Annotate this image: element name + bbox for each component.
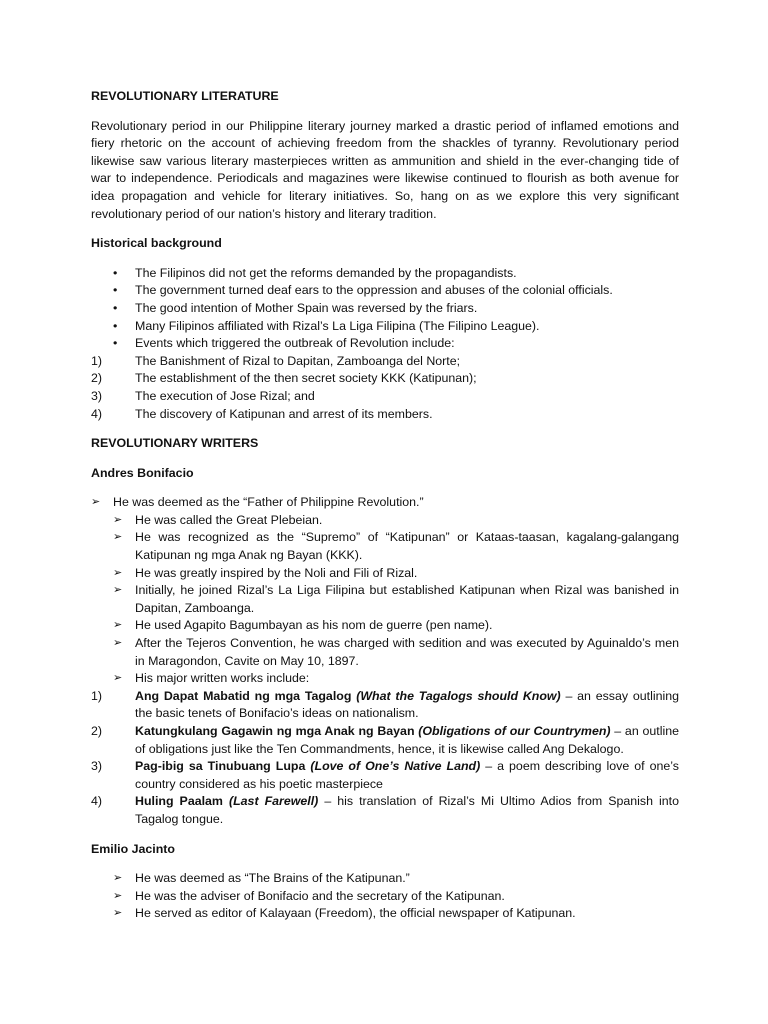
list-item: 2) Katungkulang Gagawin ng mga Anak ng Bayan (Obligations of our Countrymen) – an outline of obligations just like the Ten Commandments, hence, it is likewise called Ang Dekalogo. bbox=[91, 724, 679, 756]
list-item: ➢ Initially, he joined Rizal’s La Liga Filipina but established Katipunan when Rizal was banished in Dapitan, Zamboanga. bbox=[113, 583, 679, 615]
arrow-bullet-icon: ➢ bbox=[91, 496, 101, 509]
list-item: ➢ He served as editor of Kalayaan (Freedom), the official newspaper of Katipunan. bbox=[91, 905, 679, 923]
list-item: 3) The execution of Jose Rizal; and bbox=[91, 388, 315, 403]
bullet-icon: • bbox=[113, 336, 118, 351]
list-item: • Events which triggered the outbreak of Revolution include: bbox=[91, 335, 679, 353]
arrow-bullet-icon: ➢ bbox=[113, 889, 123, 902]
bonifacio-list bbox=[91, 494, 679, 688]
intro-paragraph: Revolutionary period in our Philippine literary journey marked a drastic period of inflamed emotions and fiery rhetoric on the account of achieving freedom from the shackles of tyranny. Revolutionary period likewise saw various literary masterpieces written as ammunition and shield in the ever-changing tide of war to independence. Periodicals and magazines were likewise continued to flourish as both avenue for idea propagation and vehicle for literary initiatives. So, hang on as we explore this very significant revolutionary period of our nation’s history and literary tradition. bbox=[91, 118, 679, 221]
arrow-bullet-icon: ➢ bbox=[113, 907, 123, 920]
bullet-icon: • bbox=[113, 318, 118, 333]
historical-heading: Historical background bbox=[91, 236, 222, 251]
bullet-icon: • bbox=[113, 265, 118, 280]
jacinto-heading: Emilio Jacinto bbox=[91, 841, 175, 856]
list-item: 2) The establishment of the then secret society KKK (Katipunan); bbox=[91, 371, 477, 386]
jacinto-list bbox=[91, 870, 679, 923]
list-item: 1) The Banishment of Rizal to Dapitan, Zamboanga del Norte; bbox=[91, 353, 461, 368]
arrow-bullet-icon: ➢ bbox=[113, 637, 123, 650]
list-item: ➢ He was greatly inspired by the Noli and Fili of Rizal. bbox=[91, 565, 679, 583]
list-item: ➢ He was deemed as “The Brains of the Katipunan.” bbox=[91, 870, 679, 888]
list-item: • Many Filipinos affiliated with Rizal’s La Liga Filipina (The Filipino League). bbox=[91, 318, 679, 336]
writers-heading: REVOLUTIONARY WRITERS bbox=[91, 436, 259, 451]
events-list bbox=[91, 353, 679, 423]
arrow-bullet-icon: ➢ bbox=[113, 566, 123, 579]
bullet-icon: • bbox=[113, 283, 118, 298]
arrow-bullet-icon: ➢ bbox=[113, 584, 123, 597]
list-item: ➢ He was called the Great Plebeian. bbox=[91, 512, 679, 530]
list-item: ➢ He was the adviser of Bonifacio and the secretary of the Katipunan. bbox=[91, 888, 679, 906]
list-item: 4) The discovery of Katipunan and arrest of its members. bbox=[91, 406, 433, 421]
bonifacio-works-list bbox=[91, 688, 679, 829]
bonifacio-heading: Andres Bonifacio bbox=[91, 465, 194, 480]
document-page bbox=[91, 88, 679, 923]
list-item: ➢ He was deemed as the “Father of Philippine Revolution.” bbox=[91, 494, 679, 512]
list-item: ➢ He was recognized as the “Supremo” of “Katipunan” or Kataas-taasan, kagalang-galangang Katipunan ng mga Anak ng Bayan (KKK). bbox=[113, 530, 679, 563]
list-item: ➢ After the Tejeros Convention, he was charged with sedition and was executed by Aguinaldo’s men in Maragondon, Cavite on May 10, 1897. bbox=[113, 636, 679, 668]
arrow-bullet-icon: ➢ bbox=[113, 872, 123, 885]
bullet-icon: • bbox=[113, 300, 118, 315]
list-item: • The good intention of Mother Spain was reversed by the friars. bbox=[91, 300, 679, 318]
page-title: REVOLUTIONARY LITERATURE bbox=[91, 89, 279, 103]
list-item: • The Filipinos did not get the reforms demanded by the propagandists. bbox=[91, 265, 679, 283]
list-item: 1) Ang Dapat Mabatid ng mga Tagalog (What the Tagalogs should Know) – an essay outlining the basic tenets of Bonifacio’s ideas on nationalism. bbox=[91, 688, 679, 721]
historical-bullets bbox=[91, 265, 679, 353]
arrow-bullet-icon: ➢ bbox=[113, 672, 123, 685]
list-item: 3) Pag-ibig sa Tinubuang Lupa (Love of One’s Native Land) – a poem describing love of one’s country considered as his poetic masterpiece bbox=[91, 759, 679, 791]
list-item: 4) Huling Paalam (Last Farewell) – his translation of Rizal’s Mi Ultimo Adios from Spanish into Tagalog tongue. bbox=[91, 794, 679, 826]
arrow-bullet-icon: ➢ bbox=[113, 619, 123, 632]
arrow-bullet-icon: ➢ bbox=[113, 513, 123, 526]
list-item: ➢ He used Agapito Bagumbayan as his nom de guerre (pen name). bbox=[91, 617, 679, 635]
list-item: • The government turned deaf ears to the oppression and abuses of the colonial officials. bbox=[91, 282, 679, 300]
arrow-bullet-icon: ➢ bbox=[113, 531, 123, 544]
list-item: ➢ His major written works include: bbox=[91, 670, 679, 688]
